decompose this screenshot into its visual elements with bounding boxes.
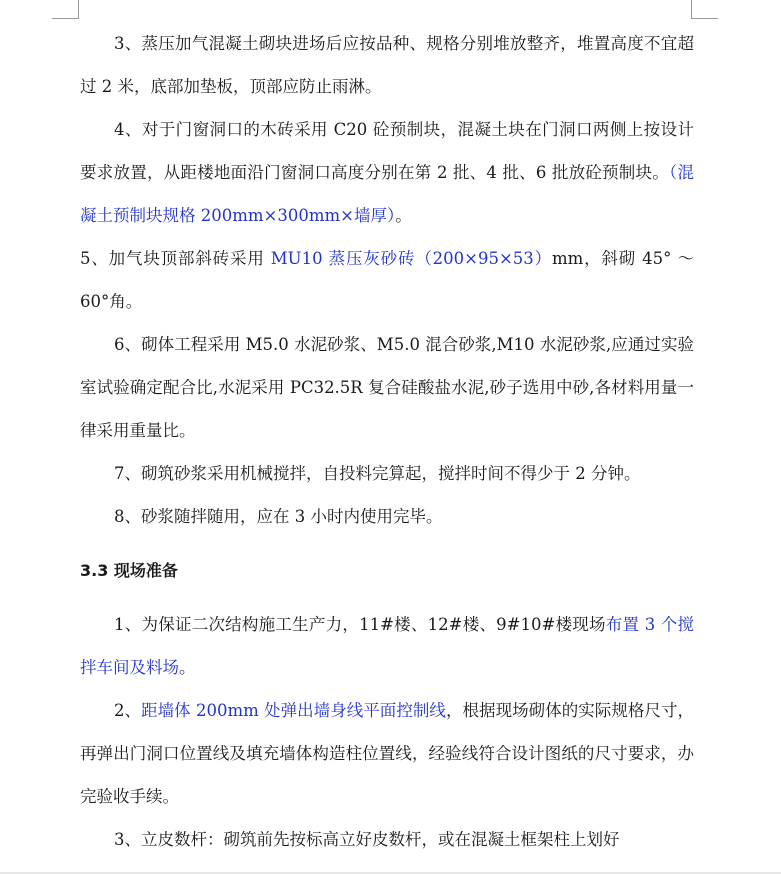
paragraph-text: 7、砌筑砂浆采用机械搅拌，自投料完算起，搅拌时间不得少于 2 分钟。 — [114, 464, 641, 483]
highlighted-text: 距墙体 200mm 处弹出墙身线平面控制线 — [141, 701, 446, 720]
paragraph-text: 。 — [395, 206, 412, 225]
document-body[interactable] — [80, 22, 694, 861]
paragraph-mortar-usage — [80, 495, 694, 538]
paragraph-mixing-time — [80, 452, 694, 495]
paragraph-text: 8、砂浆随拌随用，应在 3 小时内使用完毕。 — [114, 507, 443, 526]
paragraph-mixing-stations — [80, 603, 694, 689]
page-corner-mark-left — [52, 0, 79, 19]
paragraph-text: 3、立皮数杆：砌筑前先按标高立好皮数杆，或在混凝土框架柱上划好 — [114, 830, 620, 849]
paragraph-text: 。 — [179, 658, 196, 677]
paragraph-text: 2、 — [114, 701, 142, 720]
paragraph-oblique-bricks — [80, 237, 694, 323]
highlighted-text: 布置 3 个搅拌车间及料场 — [80, 615, 694, 677]
paragraph-door-window-bricks — [80, 108, 694, 237]
paragraph-text: ，根据现场砌体的实际规格尺寸，再弹出门洞口位置线及填充墙体构造柱位置线，经验线符合设计图纸的尺寸要求，办完验收手续。 — [80, 701, 695, 806]
paragraph-text: 3、蒸压加气混凝土砌块进场后应按品种、规格分别堆放整齐，堆置高度不宜超过 2 米，底部加垫板，顶部应防止雨淋。 — [80, 34, 694, 96]
paragraph-story-pole — [80, 818, 694, 861]
highlighted-text: （混凝土预制块规格 200mm×300mm×墙厚） — [80, 163, 695, 225]
paragraph-control-lines — [80, 689, 694, 818]
section-heading: 3.3 现场准备 — [80, 561, 178, 580]
paragraph-text: 1、为保证二次结构施工生产力，11#楼、12#楼、9#10#楼现场 — [114, 615, 606, 634]
page-corner-mark-right — [691, 0, 718, 19]
paragraph-text: mm，斜砌 45° ～60°角。 — [80, 249, 694, 311]
paragraph-storage — [80, 22, 694, 108]
paragraph-text: 5、加气块顶部斜砖采用 — [80, 249, 271, 268]
paragraph-text: 6、砌体工程采用 M5.0 水泥砂浆、M5.0 混合砂浆,M10 水泥砂浆,应通过实验室试验确定配合比,水泥采用 PC32.5R 复合硅酸盐水泥,砂子选用中砂,各材料用量一律采用重量比。 — [80, 335, 694, 440]
highlighted-text: MU10 蒸压灰砂砖（200×95×53） — [270, 249, 552, 268]
paragraph-mortar-types — [80, 323, 694, 452]
paragraph-text: 4、对于门窗洞口的木砖采用 C20 砼预制块，混凝土块在门洞口两侧上按设计要求放置，从距楼地面沿门窗洞口高度分别在第 2 批、4 批、6 批放砼预制块。 — [80, 120, 694, 182]
